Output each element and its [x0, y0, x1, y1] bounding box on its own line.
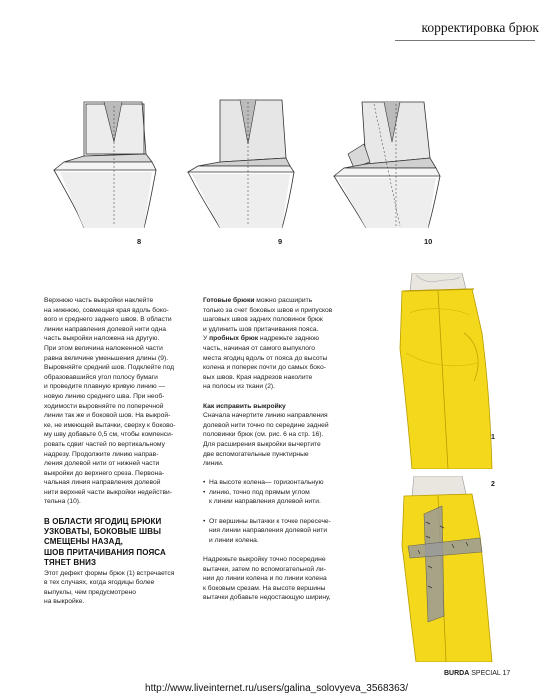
- paragraph-line: тельна (10).: [44, 498, 81, 506]
- paragraph-line: Выровняйте средний шов. Подклейте под: [44, 364, 175, 372]
- emphasis-text: Готовые брюки: [203, 297, 255, 304]
- paragraph-line: только за счет боковых швов и припусков: [203, 306, 333, 314]
- paragraph-line: к боковым срезам. На высоте вершины: [203, 584, 326, 592]
- paragraph-line: новую линию среднего шва. При необ-: [44, 392, 165, 400]
- emphasis-text: пробных брюк: [209, 335, 259, 343]
- figure-label-9: 9: [278, 237, 283, 246]
- paragraph-line: Сначала начертите линию направления: [203, 412, 328, 420]
- photo-trousers-defect: [382, 273, 494, 469]
- paragraph-line: вытачки добавьте недостающую ширину,: [203, 594, 331, 602]
- paragraph-line: • линию, точно под прямым углом: [203, 488, 355, 498]
- paragraph-line: вых швов. Края надрезов наколите: [203, 373, 313, 381]
- paragraph-line: чальная линия направления долевой: [44, 479, 161, 487]
- photo-label-2: 2: [491, 481, 495, 488]
- page-number: 17: [502, 670, 511, 677]
- paragraph-line: образовавшийся угол полосу бумаги: [44, 373, 158, 381]
- paragraph-line: нии до линии колена и по линии колена: [203, 575, 327, 583]
- photo-trousers-correction: [382, 476, 494, 662]
- paragraph-line: равна величине уменьшения длины (9).: [44, 354, 169, 362]
- section-heading: ШОВ ПРИТАЧИВАНИЯ ПОЯСА: [44, 547, 166, 557]
- paragraph-line: вого и среднего заднего швов. В области: [44, 316, 172, 324]
- title-rule: [395, 40, 535, 41]
- paragraph-line: долевой нити точно по середине задней: [203, 421, 329, 429]
- figure-label-10: 10: [424, 237, 433, 246]
- photo-label-1: 1: [491, 434, 495, 441]
- paragraph-line: надрежьте заднюю: [258, 335, 320, 343]
- paragraph-line: и удлинить шов притачивания пояса.: [203, 325, 319, 333]
- paragraph-line: линии направления долевой нити одна: [44, 325, 166, 333]
- paragraph-line: на нижнюю, совмещая края вдоль боко-: [44, 306, 169, 314]
- paragraph-line: на полосы из ткани (2).: [203, 383, 276, 391]
- paragraph-line: часть выкройки наложена на другую.: [44, 335, 160, 343]
- paragraph-line: выпуклы, чем предусмотрено: [44, 588, 136, 596]
- page-title: корректировка брюк: [421, 20, 539, 35]
- paragraph-line: вытачки, затем по вспомогательной ли-: [203, 565, 326, 573]
- text-column-left: [44, 296, 194, 607]
- paragraph-line: можно расширить: [254, 297, 313, 304]
- paragraph-line: ке, не имеющей вытачки, сверху к боково-: [44, 421, 176, 429]
- page-footer: [444, 670, 510, 677]
- paragraph-line: Для расширения выкройки вычертите: [203, 440, 321, 448]
- paragraph-line: места ягодиц вдоль от пояса до высоты: [203, 354, 328, 362]
- paragraph-line: часть, начиная от самого выпуклого: [203, 344, 315, 352]
- paragraph-line: и проведите плавную кривую линию —: [44, 383, 166, 391]
- brand-section: SPECIAL: [471, 670, 501, 677]
- section-heading: В ОБЛАСТИ ЯГОДИЦ БРЮКИ: [44, 516, 162, 526]
- paragraph-line: У: [203, 335, 210, 343]
- paragraph-line: Верхнюю часть выкройки наклейте: [44, 297, 154, 304]
- paragraph-line: нити верхней части выкройки недействи-: [44, 488, 173, 496]
- section-heading: УЗКОВАТЫ, БОКОВЫЕ ШВЫ: [44, 527, 162, 537]
- figure-label-8: 8: [137, 237, 142, 246]
- paragraph-line: колена и поперек почти до самых боко-: [203, 364, 326, 372]
- paragraph-line: линии так же и боковой шов. На выкрой-: [44, 412, 171, 420]
- paragraph-line: шаговых швов задних половинок брюк: [203, 316, 323, 324]
- section-heading: СМЕЩЕНЫ НАЗАД,: [44, 537, 123, 547]
- watermark-url: http://www.liveinternet.ru/users/galina_solovyeva_3568363/: [0, 683, 553, 697]
- bullet-item: • На высоте колена— горизонтальную: [203, 478, 355, 488]
- paragraph-line: ния линии направления долевой нити: [209, 527, 328, 535]
- section-heading: ТЯНЕТ ВНИЗ: [44, 558, 97, 568]
- paragraph-line: ходимости выровняйте по поперечной: [44, 402, 164, 410]
- paragraph-line: на выкройке.: [44, 598, 85, 606]
- brand-name: BURDA: [444, 670, 470, 677]
- pattern-figure-10: [330, 96, 452, 228]
- paragraph-line: и линии колена.: [209, 536, 259, 544]
- paragraph-line: к линии направления долевой нити.: [209, 498, 321, 506]
- subheading: Как исправить выкройку: [203, 402, 286, 410]
- bullet-item: • От вершины вытачки к точке пересече-: [203, 517, 355, 527]
- paragraph-line: ления долевой нити от нижней части: [44, 460, 160, 468]
- paragraph-line: выкройки до верхнего среза. Первона-: [44, 469, 165, 477]
- paragraph-line: ровать сдвиг частей по вертикальному: [44, 440, 165, 448]
- paragraph-line: надрезу. Продолжите линию направ-: [44, 450, 159, 458]
- paragraph-line: Этот дефект формы брюк (1) встречается: [44, 569, 175, 577]
- paragraph-line: При этом величина наложенной части: [44, 344, 163, 352]
- paragraph-line: Надрежьте выкройку точно посередине: [203, 556, 326, 564]
- paragraph-line: в тех случаях, когда ягодицы более: [44, 579, 155, 587]
- paragraph-line: две вспомогательные пунктирные: [203, 450, 309, 458]
- pattern-figure-9: [186, 92, 306, 228]
- paragraph-line: половинки брюк (см. рис. 6 на стр. 16).: [203, 431, 324, 439]
- paragraph-line: линии.: [203, 460, 224, 468]
- paragraph-line: му шву добавьте 0,5 см, чтобы компенси-: [44, 431, 174, 439]
- text-column-middle: [203, 296, 355, 603]
- pattern-figure-8: [44, 92, 166, 228]
